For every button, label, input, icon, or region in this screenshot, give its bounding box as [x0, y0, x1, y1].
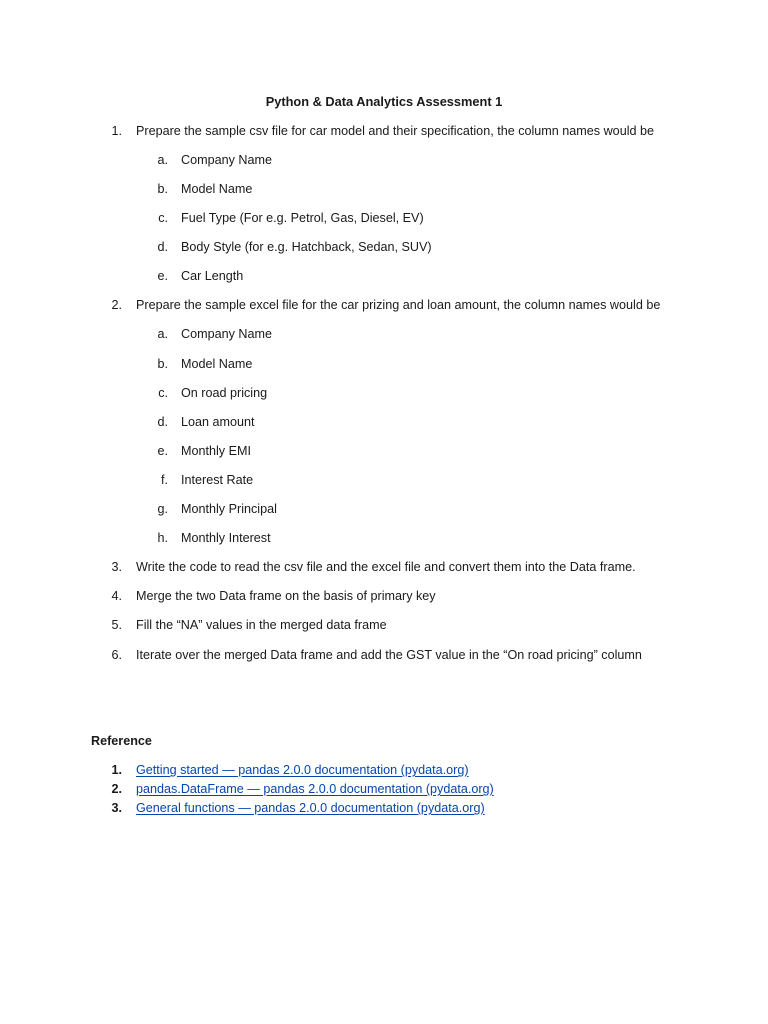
- sub-item-letter: h.: [157, 531, 168, 545]
- sub-item-text: Car Length: [181, 269, 244, 283]
- list-item-text: Merge the two Data frame on the basis of primary key: [136, 589, 436, 603]
- reference-link[interactable]: General functions — pandas 2.0.0 documentation (pydata.org): [136, 801, 485, 815]
- sub-item-text: Monthly Interest: [181, 531, 271, 545]
- list-item-text: Prepare the sample excel file for the car prizing and loan amount, the column names would be: [136, 298, 661, 312]
- list-item-number: 3.: [111, 560, 122, 574]
- sub-item-text: Company Name: [181, 153, 272, 167]
- sub-item-letter: a.: [157, 153, 168, 167]
- list-item-number: 4.: [111, 589, 122, 603]
- sub-item-text: Monthly Principal: [181, 502, 277, 516]
- document-title: Python & Data Analytics Assessment 1: [265, 94, 503, 109]
- sub-item-letter: c.: [158, 386, 168, 400]
- list-item-text: Prepare the sample csv file for car model and their specification, the column names would be: [136, 124, 655, 138]
- list-item-text: Write the code to read the csv file and the excel file and convert them into the Data frame.: [136, 560, 636, 574]
- reference-link[interactable]: pandas.DataFrame — pandas 2.0.0 documentation (pydata.org): [136, 782, 494, 796]
- reference-number: 2.: [111, 782, 122, 796]
- list-item-text: Fill the “NA” values in the merged data frame: [136, 618, 387, 632]
- sub-item-text: Model Name: [181, 357, 253, 371]
- list-item-number: 1.: [111, 124, 122, 138]
- list-item-number: 6.: [111, 648, 122, 662]
- sub-item-letter: b.: [157, 357, 168, 371]
- sub-item-text: On road pricing: [181, 386, 268, 400]
- sub-item-letter: e.: [157, 444, 168, 458]
- sub-item-text: Interest Rate: [181, 473, 254, 487]
- list-item-number: 2.: [111, 298, 122, 312]
- sub-item-text: Model Name: [181, 182, 253, 196]
- reference-heading: Reference: [91, 734, 152, 748]
- reference-link[interactable]: Getting started — pandas 2.0.0 documentation (pydata.org): [136, 763, 469, 777]
- sub-item-text: Company Name: [181, 327, 272, 341]
- list-item-text: Iterate over the merged Data frame and add the GST value in the “On road pricing” column: [136, 648, 642, 662]
- sub-item-letter: d.: [157, 415, 168, 429]
- sub-item-text: Body Style (for e.g. Hatchback, Sedan, SUV): [181, 240, 432, 254]
- sub-item-letter: g.: [157, 502, 168, 516]
- sub-item-text: Loan amount: [181, 415, 255, 429]
- sub-item-letter: a.: [157, 327, 168, 341]
- sub-item-text: Monthly EMI: [181, 444, 251, 458]
- list-item-number: 5.: [111, 618, 122, 632]
- sub-item-letter: b.: [157, 182, 168, 196]
- sub-item-letter: c.: [158, 211, 168, 225]
- sub-item-letter: f.: [161, 473, 168, 487]
- reference-number: 3.: [111, 801, 122, 815]
- sub-item-text: Fuel Type (For e.g. Petrol, Gas, Diesel, EV): [181, 211, 424, 225]
- reference-number: 1.: [111, 763, 122, 777]
- sub-item-letter: d.: [157, 240, 168, 254]
- sub-item-letter: e.: [157, 269, 168, 283]
